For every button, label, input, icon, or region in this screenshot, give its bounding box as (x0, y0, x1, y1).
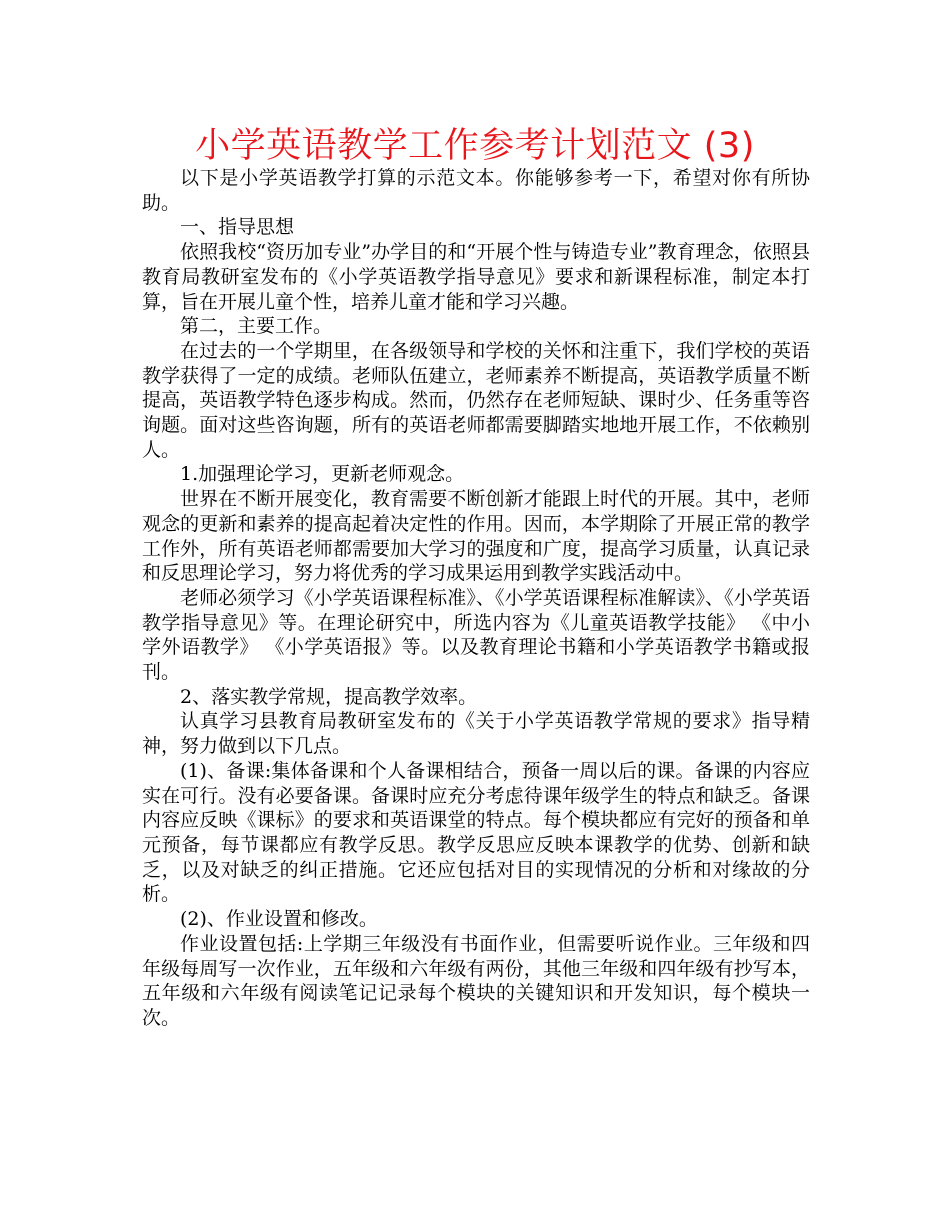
section-heading: 一、指导思想 (180, 216, 295, 239)
section-heading: 1.加强理论学习，更新老师观念。 (180, 463, 465, 486)
paragraph: 世界在不断开展变化，教育需要不断创新才能跟上时代的开展。其中，老师观念的更新和素养的提高起着决定性的作用。因而，本学期除了开展正常的教学工作外，所有英语老师都需要加大学习的强度和广度，提高学习质量，认真记录和反思理论学习，努力将优秀的学习成果运用到教学实践活动中。 (142, 488, 810, 585)
section-heading: 2、落实教学常规，提高教学效率。 (180, 685, 478, 708)
document-title: 小学英语教学工作参考计划范文 (3) (195, 126, 755, 166)
paragraph: 认真学习县教育局教研室发布的《关于小学英语教学常规的要求》指导精神，努力做到以下几点。 (142, 710, 810, 758)
section-heading: 第二，主要工作。 (180, 315, 333, 338)
document-body (142, 166, 810, 1031)
paragraph: 在过去的一个学期里，在各级领导和学校的关怀和注重下，我们学校的英语教学获得了一定的成绩。老师队伍建立，老师素养不断提高，英语教学质量不断提高，英语教学特色逐步构成。然而，仍然存在老师短缺、课时少、任务重等咨询题。面对这些咨询题，所有的英语老师都需要脚踏实地地开展工作，不依赖别人。 (142, 339, 810, 461)
paragraph: 以下是小学英语教学打算的示范文本。你能够参考一下，希望对你有所协助。 (142, 167, 810, 214)
paragraph: 老师必须学习《小学英语课程标准》、《小学英语课程标准解读》、《小学英语教学指导意见》等。在理论研究中，所选内容为《儿童英语教学技能》 《中小学外语教学》 《小学英语报》等。以及教育理论书籍和小学英语教学书籍或报刊。 (142, 586, 810, 684)
paragraph: 作业设置包括:上学期三年级没有书面作业，但需要听说作业。三年级和四年级每周写一次作业，五年级和六年级有两份，其他三年级和四年级有抄写本，五年级和六年级有阅读笔记记录每个模块的关键知识和开发知识，每个模块一次。 (142, 932, 810, 1029)
paragraph: 依照我校“资历加专业”办学目的和“开展个性与铸造专业”教育理念，依照县教育局教研室发布的《小学英语教学指导意见》要求和新课程标准，制定本打算，旨在开展儿童个性，培养儿童才能和学习兴趣。 (142, 241, 810, 313)
paragraph: (1)、备课:集体备课和个人备课相结合，预备一周以后的课。备课的内容应实在可行。没有必要备课。备课时应充分考虑待课年级学生的特点和缺乏。备课内容应反映《课标》的要求和英语课堂的特点。每个模块都应有完好的预备和单元预备，每节课都应有教学反思。教学反思应反映本课教学的优势、创新和缺乏，以及对缺乏的纠正措施。它还应包括对目的实现情况的分析和对缘故的分析。 (142, 759, 810, 906)
section-heading: (2)、作业设置和修改。 (180, 908, 378, 931)
